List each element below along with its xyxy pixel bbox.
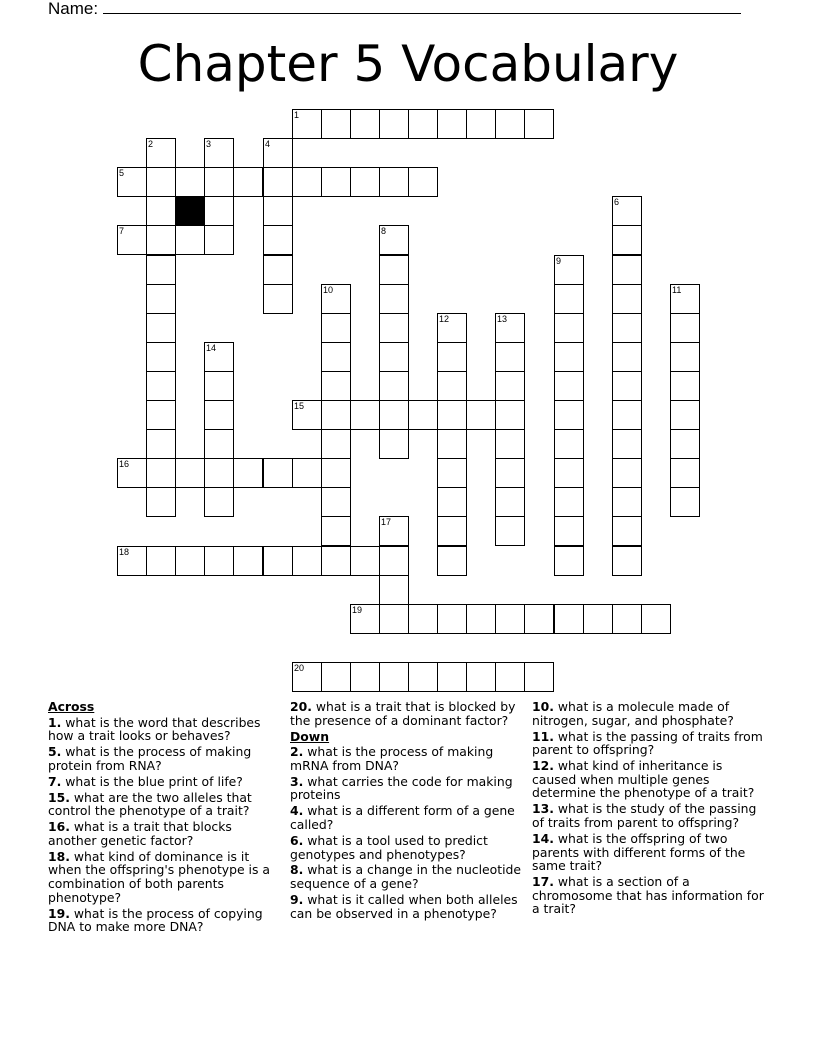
crossword-cell[interactable] <box>321 516 351 546</box>
crossword-cell[interactable] <box>204 138 234 168</box>
crossword-cell[interactable] <box>146 284 176 314</box>
crossword-cell[interactable] <box>612 458 642 488</box>
crossword-cell[interactable] <box>612 342 642 372</box>
crossword-cell[interactable] <box>263 138 293 168</box>
crossword-cell[interactable] <box>146 138 176 168</box>
crossword-cell[interactable] <box>612 371 642 401</box>
crossword-cell[interactable] <box>263 546 293 576</box>
crossword-cell[interactable] <box>495 371 525 401</box>
crossword-cell[interactable] <box>670 400 700 430</box>
crossword-cell[interactable] <box>466 604 496 634</box>
crossword-cell[interactable] <box>554 313 584 343</box>
crossword-cell[interactable] <box>641 604 671 634</box>
crossword-cell[interactable] <box>321 167 351 197</box>
clue-down-4: 4. what is a different form of a gene called? <box>290 803 515 832</box>
crossword-cell[interactable] <box>117 225 147 255</box>
crossword-cell[interactable] <box>233 458 263 488</box>
clue-number: 18 <box>119 547 130 557</box>
clue-down-10: 10. what is a molecule made of nitrogen, sugar, and phosphate? <box>532 699 734 728</box>
crossword-cell[interactable] <box>554 458 584 488</box>
crossword-cell[interactable] <box>350 400 380 430</box>
crossword-cell[interactable] <box>117 458 147 488</box>
crossword-block <box>175 196 205 226</box>
clue-number: 12 <box>439 314 450 324</box>
crossword-cell[interactable] <box>146 342 176 372</box>
clue-down-2: 2. what is the process of making mRNA from DNA? <box>290 744 494 773</box>
crossword-cell[interactable] <box>263 284 293 314</box>
crossword-cell[interactable] <box>292 458 322 488</box>
crossword-cell[interactable] <box>204 167 234 197</box>
clue-number: 13 <box>497 314 508 324</box>
crossword-cell[interactable] <box>321 400 351 430</box>
crossword-cell[interactable] <box>379 662 409 692</box>
crossword-cell[interactable] <box>612 516 642 546</box>
crossword-cell[interactable] <box>146 167 176 197</box>
crossword-cell[interactable] <box>321 546 351 576</box>
clue-down-9: 9. what is it called when both alleles can be observed in a phenotype? <box>290 892 518 921</box>
crossword-cell[interactable] <box>670 429 700 459</box>
crossword-cell[interactable] <box>321 371 351 401</box>
clue-number: 1 <box>294 110 300 120</box>
crossword-cell[interactable] <box>379 429 409 459</box>
clue-number: 4 <box>265 139 271 149</box>
clue-across-20: 20. what is a trait that is blocked by the presence of a dominant factor? <box>290 699 516 728</box>
crossword-cell[interactable] <box>175 225 205 255</box>
clue-number: 16 <box>119 459 130 469</box>
crossword-cell[interactable] <box>233 546 263 576</box>
crossword-cell[interactable] <box>408 109 438 139</box>
clue-down-8: 8. what is a change in the nucleotide sequence of a gene? <box>290 862 522 892</box>
crossword-cell[interactable] <box>292 400 322 430</box>
crossword-cell[interactable] <box>146 313 176 343</box>
crossword-cell[interactable] <box>321 662 351 692</box>
crossword-cell[interactable] <box>670 284 700 314</box>
crossword-cell[interactable] <box>554 400 584 430</box>
crossword-cell[interactable] <box>321 313 351 343</box>
clue-number: 8 <box>381 226 387 236</box>
crossword-cell[interactable] <box>466 400 496 430</box>
clue-number: 17 <box>381 517 392 527</box>
page-title: Chapter 5 Vocabulary <box>137 35 679 93</box>
clue-number: 10 <box>323 285 334 295</box>
crossword-cell[interactable] <box>146 371 176 401</box>
crossword-cell[interactable] <box>379 167 409 197</box>
crossword-cell[interactable] <box>379 371 409 401</box>
clue-across-7: 7. what is the blue print of life? <box>48 773 243 789</box>
crossword-cell[interactable] <box>263 196 293 226</box>
crossword-cell[interactable] <box>612 400 642 430</box>
crossword-cell[interactable] <box>292 662 322 692</box>
crossword-cell[interactable] <box>146 487 176 517</box>
clue-across-19: 19. what is the process of copying DNA to make more DNA? <box>48 905 263 935</box>
crossword-cell[interactable] <box>554 284 584 314</box>
crossword-cell[interactable] <box>146 458 176 488</box>
crossword-cell[interactable] <box>554 604 584 634</box>
crossword-cell[interactable] <box>204 225 234 255</box>
crossword-cell[interactable] <box>379 313 409 343</box>
crossword-cell[interactable] <box>321 284 351 314</box>
clue-down-11: 11. what is the passing of traits from parent to offspring? <box>532 728 763 758</box>
crossword-cell[interactable] <box>437 342 467 372</box>
crossword-cell[interactable] <box>437 604 467 634</box>
crossword-cell[interactable] <box>175 167 205 197</box>
clue-number: 7 <box>119 226 125 236</box>
crossword-cell[interactable] <box>292 546 322 576</box>
clue-number: 3 <box>206 139 212 149</box>
crossword-cell[interactable] <box>670 371 700 401</box>
crossword-cell[interactable] <box>554 342 584 372</box>
crossword-cell[interactable] <box>321 429 351 459</box>
crossword-cell[interactable] <box>437 516 467 546</box>
clue-number: 15 <box>294 401 305 411</box>
crossword-cell[interactable] <box>350 662 380 692</box>
crossword-cell[interactable] <box>263 255 293 285</box>
crossword-cell[interactable] <box>466 109 496 139</box>
crossword-cell[interactable] <box>437 400 467 430</box>
crossword-cell[interactable] <box>554 546 584 576</box>
crossword-cell[interactable] <box>437 662 467 692</box>
crossword-cell[interactable] <box>321 458 351 488</box>
crossword-cell[interactable] <box>233 167 263 197</box>
crossword-cell[interactable] <box>379 516 409 546</box>
crossword-cell[interactable] <box>524 604 554 634</box>
crossword-cell[interactable] <box>146 196 176 226</box>
crossword-cell[interactable] <box>554 255 584 285</box>
crossword-cell[interactable] <box>612 284 642 314</box>
down-heading: Down <box>290 728 330 744</box>
crossword-cell[interactable] <box>554 371 584 401</box>
crossword-cell[interactable] <box>670 458 700 488</box>
crossword-cell[interactable] <box>612 196 642 226</box>
crossword-cell[interactable] <box>495 429 525 459</box>
crossword-cell[interactable] <box>524 662 554 692</box>
crossword-cell[interactable] <box>263 225 293 255</box>
crossword-cell[interactable] <box>350 604 380 634</box>
crossword-cell[interactable] <box>379 284 409 314</box>
crossword-cell[interactable] <box>495 400 525 430</box>
crossword-cell[interactable] <box>408 604 438 634</box>
clue-down-12: 12. what kind of inheritance is caused when multiple genes determine the phenotype of a trait? <box>532 758 755 801</box>
crossword-cell[interactable] <box>204 429 234 459</box>
crossword-cell[interactable] <box>263 167 293 197</box>
crossword-cell[interactable] <box>146 546 176 576</box>
crossword-cell[interactable] <box>495 342 525 372</box>
crossword-cell[interactable] <box>204 487 234 517</box>
crossword-cell[interactable] <box>437 429 467 459</box>
clue-down-17: 17. what is a section of a chromosome that has information for a trait? <box>532 874 764 917</box>
clue-number: 11 <box>672 285 682 295</box>
crossword-cell[interactable] <box>670 313 700 343</box>
across-heading: Across <box>48 699 95 714</box>
crossword-cell[interactable] <box>583 604 613 634</box>
clue-down-6: 6. what is a tool used to predict genotypes and phenotypes? <box>290 832 488 862</box>
crossword-cell[interactable] <box>408 400 438 430</box>
clue-number: 19 <box>352 605 363 615</box>
crossword-cell[interactable] <box>612 429 642 459</box>
crossword-cell[interactable] <box>437 109 467 139</box>
clue-down-14: 14. what is the offspring of two parents with different forms of the same trait? <box>532 830 746 874</box>
clues-column-3 <box>532 700 764 918</box>
crossword-cell[interactable] <box>379 255 409 285</box>
crossword-cell[interactable] <box>379 546 409 576</box>
crossword-cell[interactable] <box>321 342 351 372</box>
crossword-cell[interactable] <box>554 429 584 459</box>
crossword-cell[interactable] <box>379 109 409 139</box>
crossword-cell[interactable] <box>554 487 584 517</box>
clue-number: 20 <box>294 663 305 673</box>
crossword-cell[interactable] <box>350 109 380 139</box>
clues-column-1 <box>48 700 280 936</box>
crossword-cell[interactable] <box>495 109 525 139</box>
crossword-cell[interactable] <box>612 255 642 285</box>
crossword-cell[interactable] <box>524 109 554 139</box>
crossword-cell[interactable] <box>146 225 176 255</box>
crossword-cell[interactable] <box>204 371 234 401</box>
clue-across-1: 1. what is the word that describes how a trait looks or behaves? <box>48 714 261 744</box>
crossword-cell[interactable] <box>292 167 322 197</box>
crossword-cell[interactable] <box>495 458 525 488</box>
crossword-cell[interactable] <box>146 429 176 459</box>
crossword-cell[interactable] <box>612 313 642 343</box>
crossword-cell[interactable] <box>146 400 176 430</box>
crossword-cell[interactable] <box>350 546 380 576</box>
crossword-cell[interactable] <box>612 487 642 517</box>
crossword-cell[interactable] <box>495 313 525 343</box>
clue-number: 14 <box>206 343 217 353</box>
crossword-cell[interactable] <box>117 167 147 197</box>
crossword-cell[interactable] <box>495 516 525 546</box>
crossword-cell[interactable] <box>379 225 409 255</box>
crossword-cell[interactable] <box>495 604 525 634</box>
clue-across-15: 15. what are the two alleles that control the phenotype of a trait? <box>48 789 252 819</box>
crossword-cell[interactable] <box>437 546 467 576</box>
clue-across-5: 5. what is the process of making protein from RNA? <box>48 744 252 773</box>
crossword-cell[interactable] <box>612 225 642 255</box>
clue-down-3: 3. what carries the code for making proteins <box>290 773 513 803</box>
crossword-cell[interactable] <box>117 546 147 576</box>
name-label: Name: <box>48 0 99 18</box>
crossword-cell[interactable] <box>204 196 234 226</box>
crossword-cell[interactable] <box>408 167 438 197</box>
crossword-cell[interactable] <box>379 400 409 430</box>
crossword-cell[interactable] <box>379 604 409 634</box>
crossword-cell[interactable] <box>495 662 525 692</box>
crossword-cell[interactable] <box>204 458 234 488</box>
crossword-cell[interactable] <box>437 371 467 401</box>
crossword-cell[interactable] <box>408 662 438 692</box>
crossword-cell[interactable] <box>670 487 700 517</box>
crossword-cell[interactable] <box>175 546 205 576</box>
clues-column-2 <box>290 700 522 923</box>
crossword-cell[interactable] <box>495 487 525 517</box>
crossword-cell[interactable] <box>437 458 467 488</box>
clue-across-16: 16. what is a trait that blocks another genetic factor? <box>48 819 232 848</box>
crossword-cell[interactable] <box>292 109 322 139</box>
crossword-cell[interactable] <box>350 167 380 197</box>
crossword-cell[interactable] <box>263 458 293 488</box>
crossword-cell[interactable] <box>379 575 409 605</box>
crossword-cell[interactable] <box>437 313 467 343</box>
clue-across-18: 18. what kind of dominance is it when the offspring's phenotype is a combination of both parents phenotype? <box>48 848 270 905</box>
crossword-cell[interactable] <box>670 342 700 372</box>
crossword-cell[interactable] <box>379 342 409 372</box>
crossword-cell[interactable] <box>321 487 351 517</box>
crossword-cell[interactable] <box>204 546 234 576</box>
crossword-cell[interactable] <box>204 342 234 372</box>
crossword-cell[interactable] <box>554 516 584 546</box>
crossword-cell[interactable] <box>175 458 205 488</box>
clue-down-13: 13. what is the study of the passing of traits from parent to offspring? <box>532 801 757 830</box>
clue-number: 6 <box>614 197 620 207</box>
clue-number: 2 <box>148 139 154 149</box>
clue-number: 9 <box>556 256 562 266</box>
clue-number: 5 <box>119 168 125 178</box>
crossword-cell[interactable] <box>204 400 234 430</box>
crossword-cell[interactable] <box>321 109 351 139</box>
crossword-cell[interactable] <box>146 255 176 285</box>
crossword-cell[interactable] <box>612 546 642 576</box>
crossword-cell[interactable] <box>612 604 642 634</box>
crossword-cell[interactable] <box>466 662 496 692</box>
crossword-cell[interactable] <box>437 487 467 517</box>
